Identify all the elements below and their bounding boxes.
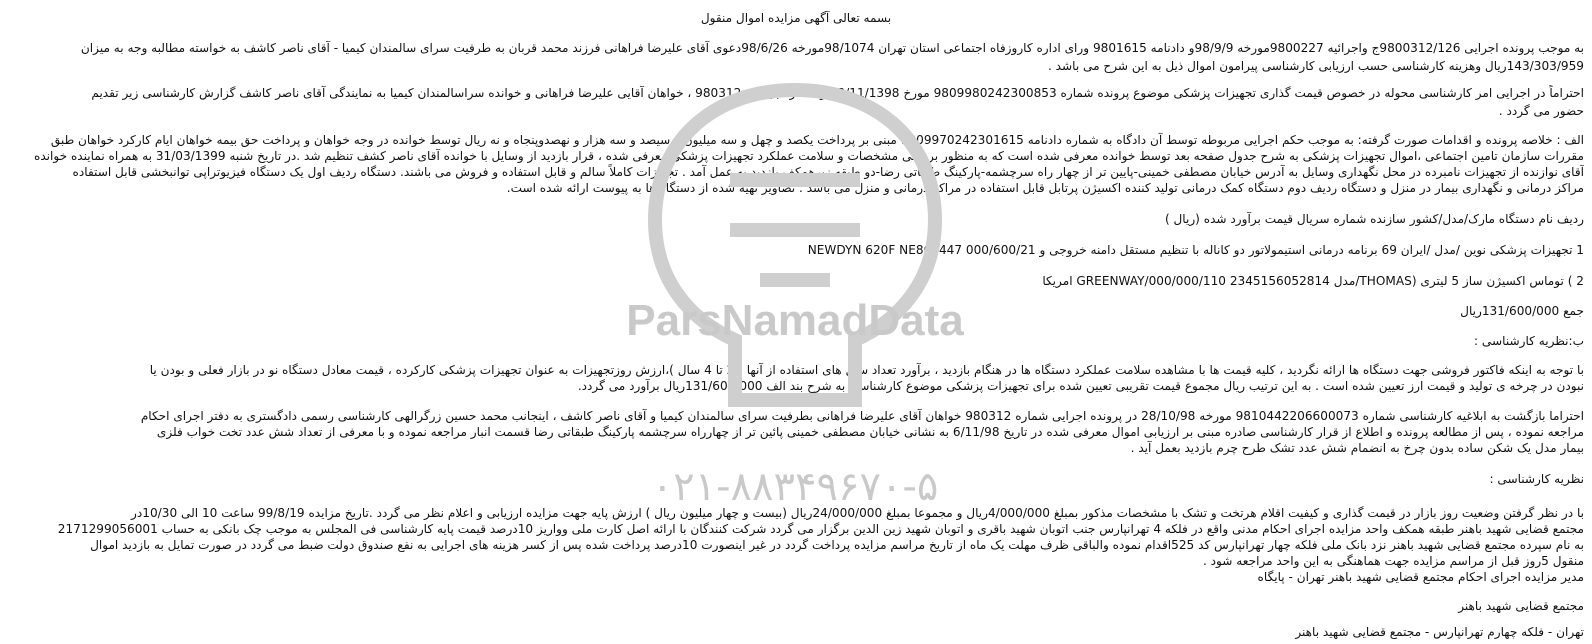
document-line: به موجب پرونده اجرایی 9800312/126ج واجرائیه 9800227مورخه 98/9/9و دادنامه 9801615 ورای اداره کاروزفاه اجتماعی استان تهران 98/1074مورخه 98/6/26دعوی آقای علیرضا فراهانی فرزند محمد قربان به طرفیت سرای سالمندان کیمیا - آقای ناصر کاشف به خواسته مطالبه وجه به میزان bbox=[80, 41, 1584, 55]
document-line: با در نظر گرفتن وضعیت روز بازار در قیمت گذاری و کیفیت اقلام هرتخت و تشک با مشخصات مذکور بمبلغ 4/000/000ریال و مجموعا بمبلغ 24/000/000ریال (بیست و چهار میلیون ریال ) ارزش پایه جهت مزایده ارزیابی و اعلام نظر می گردد .تاریخ مزایده 99/8/19 ساعت 10 الی 10/30در bbox=[131, 506, 1584, 520]
document-line: جمع 131/600/000ریال bbox=[1460, 304, 1584, 318]
document-line: به نام سپرده مجتمع قضایی شهید باهنر نزد بانک ملی فلکه چهار تهرانپارس کد 525اقدام نموده والباقی ظرف مهلت یک ماه از تاریخ مراسم مزایده پرداخت گردد در غیر اینصورت 10درصد پرداخت شده پس از کسر هزینه های اجرایی به نفع صندوق دولت ضبط می گردد در صورت تمایل به بازدید اموال bbox=[90, 538, 1584, 552]
document-line: نبودن در چرخه ی تولید و قیمت ارز تعیین شده است . به این ترتیب ریال مجموع قیمت تقریبی تعیین شده برای تجهیزات پزشکی موضوع کارشناسی به شرح بند الف 131/600/000ریال برآورد می گردد. bbox=[577, 379, 1584, 393]
watermark-brand: ParsNamadData bbox=[626, 296, 964, 345]
document-line: 2 ) توماس اکسیژن ساز 5 لیتری (THOMAS/مدل GREENWAY/000/000/110 2345156052814 امریکا bbox=[1042, 274, 1584, 288]
document-line: ب:نظریه کارشناسی : bbox=[1474, 334, 1584, 348]
document-line: نظریه کارشناسی : bbox=[1489, 472, 1584, 486]
document-line: مراجعه نموده ، پس از مطالعه پرونده و اطلاع از قرار کارشناسی صادره مبنی بر ارزیابی اموال معرفی شده در تاریخ 6/11/98 به نشانی خیابان مصطفی خمینی پائین تر از چهارراه سرچشمه پارکینگ طبقاتی رضا قسمت انبار مراجعه نموده و با معرفی از تعداد شش عدد تخت خواب فلزی bbox=[156, 425, 1584, 439]
document-line: مراکز درمانی و نگهداری بیمار در منزل و دستگاه ردیف دوم دستگاه کمک درمانی تولید کننده اکسیژن پرتابل قابل استفاده در مراکز درمانی و منزل می باشد . تصاویر تهیه شده از دستگاه ها به پیوست ارائه شده است. bbox=[506, 181, 1584, 195]
document-line: مدیر مزایده اجرای احکام مجتمع قضایی شهید باهنر تهران - پایگاه bbox=[1257, 570, 1584, 584]
document-line: با توجه به اینکه فاکتور فروشی جهت دستگاه ها ارائه نگردید ، کلیه قیمت ها با مشاهده سلامت عملکرد دستگاه ها در هنگام بازدید ، برآورد تعداد سال های استفاده از آنها ( 2 تا 4 سال )،ارزش روزتجهیزات به عنوان تجهیزات پزشکی کارکرده ، قیمت معادل دستگاه نو در بازار فعلی و بودن یا bbox=[149, 363, 1584, 377]
document-line: مجتمع قضایی شهید باهنر bbox=[1458, 599, 1584, 613]
document-line: احتراماً در اجرایی امر کارشناسی محوله در خصوص قیمت گذاری تجهیزات پزشکی موضوع پرونده شماره 9809980242300853 مورخ 23/11/1398 و شماره بایگانی 980312 ، خواهان آقایی علیرضا فراهانی و خوانده سراسالمندان کیمیا به نمایندگی آقای ناصر کاشف گزارش کارشناسی زیر تقدیم bbox=[91, 86, 1584, 100]
document-line: منقول 5روز قبل از مراسم مزایده جهت هماهنگی به این واحد مراجعه شود . bbox=[1202, 554, 1584, 568]
document-line: 1 تجهیزات پزشکی نوین /مدل /ایران 69 برنامه درمانی استیمولاتور دو کاناله با تنظیم مستقل دامنه خروجی و NEWDYN 620F NE865447 000/600/21 bbox=[807, 243, 1584, 257]
document-line: بیمار مدل یک شکن ساده بدون چرخ به انضمام شش عدد تشک طرح چرم بازدید بعمل آید . bbox=[1130, 441, 1584, 455]
document-line: ردیف نام دستگاه مارک/مدل/کشور سازنده شماره سریال قیمت برآورد شده (ریال ) bbox=[1164, 212, 1584, 226]
document-title: بسمه تعالی آگهی مزایده اموال منقول bbox=[700, 11, 892, 25]
document-line: احتراما بازگشت به ابلاغیه کارشناسی شماره 9810442206600073 مورخه 28/10/98 در پرونده اجرایی شماره 980312 خواهان آقای علیرضا فراهانی بطرفیت سرای سالمندان کیمیا و آقای ناصر کاشف ، اینجانب محمد حسین زرگرالهی کارشناسی رسمی دادگستری به دفتر اجرای احکام bbox=[140, 409, 1584, 423]
document-line: 143/303/959ریال وهزینه کارشناسی حسب ارزیابی کارشناسی پیرامون اموال ذیل به این شرح می باشد . bbox=[1047, 59, 1584, 73]
document-line: مقررات سازمان تامین اجتماعی ،اموال تجهیزات پزشکی به شرح جدول صفحه بعد توسط خوانده معرفی شده است که به منظور بررسی مشخصات و سلامت عملکرد تجهیزات پزشکی معرفی شده ، قرار بازدید از وسایل با خوانده آقای ناصر کشف تنظیم شد .در تاریخ شنبه 31/03/1399 به همراه نماینده خوانده bbox=[33, 149, 1584, 163]
document-line: مجتمع قضایی شهید باهنر طبقه همکف واحد مزایده اجرای احکام مدنی واقع در فلکه 4 تهرانپارس جنب اتوبان شهید باقری و اتوبان شهید زین الدین برگزار می گردد شرکت کنندگان با ارائه اصل کارت ملی وواریز 10درصد قیمت پایه کارشناسی فی المجلس به موجب چک بانکی به حساب 2171299056001 bbox=[57, 522, 1584, 536]
watermark-phone: ۰۲۱-۸۸۳۴۹۶۷۰-۵ bbox=[651, 464, 939, 510]
document-line: الف : خلاصه پرونده و اقدامات صورت گرفته: به موجب حکم اجرایی مربوطه توسط آن دادگاه به شماره دادنامه 9809970242301615 مبنی بر پرداخت یکصد و چهل و سه میلیون و سیصد و سه هزار و نهصدوپنجاه و نه ریال توسط خوانده در وجه خواهان و پرداخت حق بیمه خواهان ایام کارکرد خواهان طبق bbox=[50, 133, 1584, 147]
document-line: تهران - فلکه چهارم تهرانپارس - مجتمع قضایی شهید باهنر bbox=[1295, 625, 1584, 639]
document-line: حضور می گردد . bbox=[1498, 104, 1584, 118]
document-line: آقای نوازنده از تجهیزات نامبرده در محل نگهداری وسایل به آدرس خیابان مصطفی خمینی-پایین تر از چهار راه سرچشمه-پارکینگ طبقاتی رضا-دو طبقه زیرهمکف بازدید به عمل آمد . تجهیزات کاملاً سالم و قابل استفاده و فروش می باشند. دستگاه ردیف اول یک دستگاه فیزیوتراپی توانبخشی قابل استفاده bbox=[72, 165, 1584, 179]
